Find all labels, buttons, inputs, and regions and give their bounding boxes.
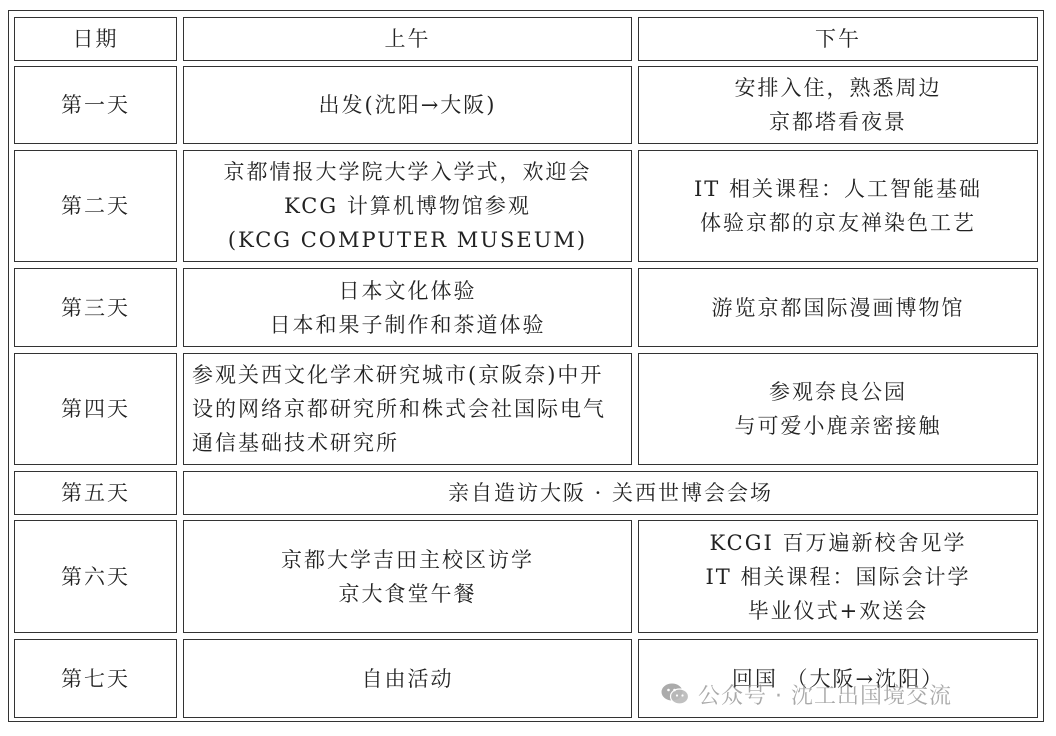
morning-line: 通信基础技术研究所: [192, 431, 399, 455]
afternoon-line: IT 相关课程：人工智能基础: [694, 177, 982, 201]
afternoon-line: 参观奈良公园: [769, 380, 907, 404]
afternoon-line: IT 相关课程：国际会计学: [705, 564, 971, 589]
day-cell: [14, 520, 177, 633]
header-afternoon: [638, 17, 1038, 61]
morning-cell: [183, 520, 632, 633]
morning-line: (KCG COMPUTER MUSEUM): [227, 228, 588, 252]
merged-activity-cell: [183, 471, 1038, 515]
afternoon-line: 安排入住，熟悉周边: [734, 76, 942, 100]
watermark-text: 公众号 · 沈工出国境交流: [698, 683, 952, 709]
header-date: [14, 17, 177, 61]
afternoon-line: 京都塔看夜景: [769, 110, 907, 134]
day-label: 第二天: [61, 194, 130, 218]
day-label: 第三天: [61, 295, 130, 320]
header-morning: [183, 17, 632, 61]
header-afternoon-label: 下午: [815, 27, 861, 51]
morning-line: 日本文化体验: [338, 278, 477, 303]
afternoon-cell: [638, 66, 1038, 144]
morning-line: 日本和果子制作和茶道体验: [269, 312, 546, 337]
merged-activity-line: 亲自造访大阪 · 关西世博会会场: [447, 481, 774, 505]
header-morning-label: 上午: [384, 27, 431, 51]
afternoon-cell: [638, 150, 1038, 262]
day-cell: [14, 150, 177, 262]
morning-line: 出发(沈阳→大阪): [318, 93, 497, 117]
morning-cell: [183, 268, 632, 347]
day-label: 第五天: [61, 481, 130, 505]
morning-cell: [183, 150, 632, 262]
morning-line: 京都情报大学院大学入学式，欢迎会: [223, 160, 592, 184]
afternoon-cell: [638, 268, 1038, 347]
afternoon-cell: [638, 353, 1038, 465]
afternoon-line: 回国 （大阪→沈阳）: [731, 666, 945, 691]
morning-line: 自由活动: [361, 666, 454, 691]
morning-cell: [183, 639, 632, 718]
day-label: 第七天: [61, 666, 130, 691]
afternoon-line: 与可爱小鹿亲密接触: [734, 414, 942, 438]
day-cell: [14, 268, 177, 347]
afternoon-line: 游览京都国际漫画博物馆: [711, 295, 965, 320]
afternoon-cell: [638, 520, 1038, 633]
morning-line: 设的网络京都研究所和株式会社国际电气: [192, 397, 606, 421]
morning-cell: [183, 353, 632, 465]
morning-cell: [183, 66, 632, 144]
day-cell: [14, 471, 177, 515]
morning-line: 京都大学吉田主校区访学: [281, 547, 534, 572]
afternoon-line: 毕业仪式+欢送会: [747, 598, 929, 623]
day-cell: [14, 66, 177, 144]
day-label: 第六天: [61, 564, 130, 589]
morning-line: 京大食堂午餐: [338, 581, 477, 606]
day-cell: [14, 353, 177, 465]
header-date-label: 日期: [72, 27, 119, 51]
afternoon-line: KCGI 百万遍新校舍见学: [709, 530, 967, 555]
morning-line: KCG 计算机博物馆参观: [284, 194, 531, 218]
day-label: 第四天: [61, 397, 130, 421]
morning-line: 参观关西文化学术研究城市(京阪奈)中开: [192, 363, 604, 387]
afternoon-cell: [638, 639, 1038, 718]
afternoon-line: 体验京都的京友禅染色工艺: [700, 211, 976, 235]
day-cell: [14, 639, 177, 718]
day-label: 第一天: [61, 93, 130, 117]
